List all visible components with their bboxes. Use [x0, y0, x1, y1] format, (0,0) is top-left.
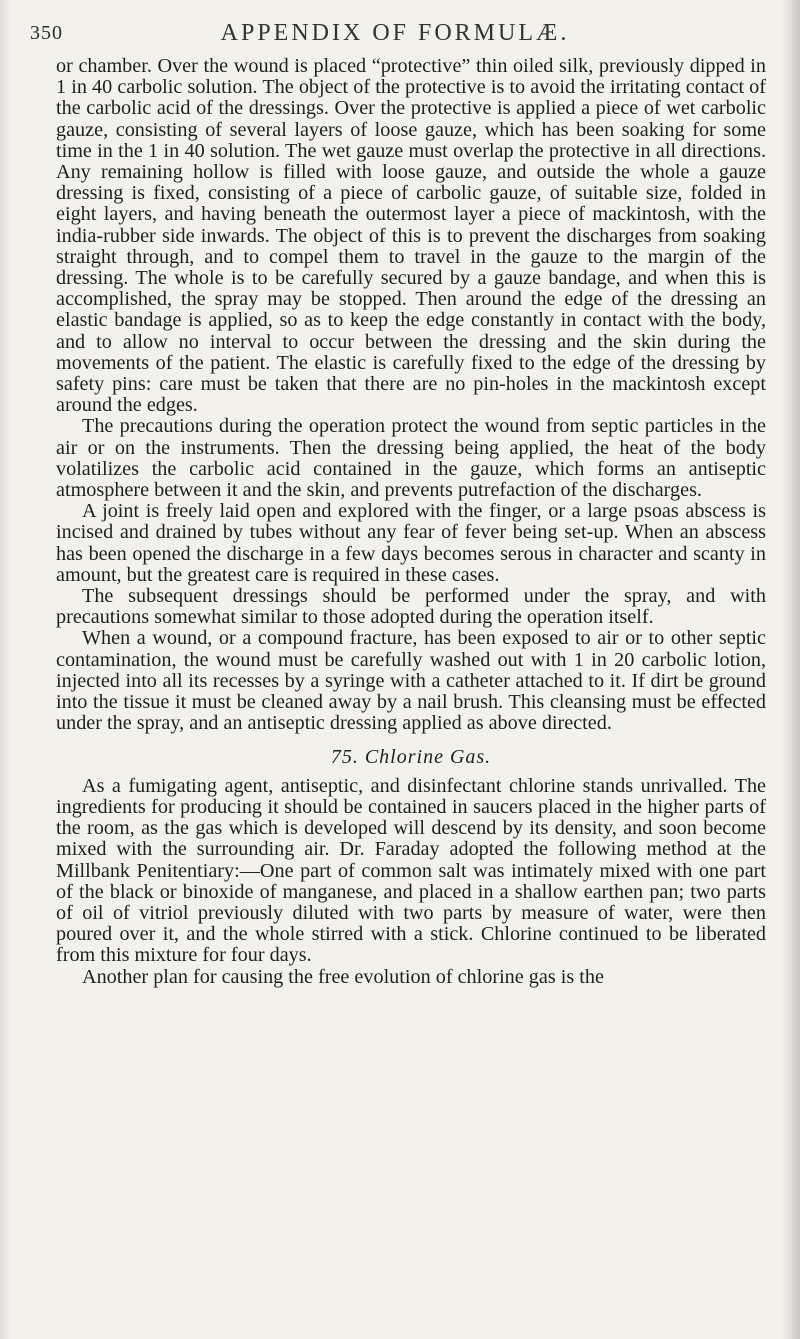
paragraph-dressing: or chamber. Over the wound is placed “protective” thin oiled silk, previously dipped in 1 in 40 carbolic solution. The object of the protective is to avoid the irritating contact of the carbolic acid of the dressings. Over the protective is applied a piece of wet carbolic gauze, consisting of several layers of loose gauze, which has been soaking for some time in the 1 in 40 solution. The wet gauze must overlap the protective in all directions. Any remaining hollow is filled with loose gauze, and outside the whole a gauze dressing is fixed, consisting of a piece of carbolic gauze, of suitable size, folded in eight layers, and having beneath the outermost layer a piece of mackintosh, with the india-rubber side inwards. The object of this is to prevent the discharges from soaking straight through, and to compel them to travel in the gauze to the margin of the dressing. The whole is to be carefully secured by a gauze bandage, and when this is accomplished, the spray may be stopped. Then around the edge of the dressing an elastic bandage is applied, so as to keep the edge constantly in contact with the body, and to allow no interval to occur between the dressing and the skin during the movements of the patient. The elastic is carefully fixed to the edge of the dressing by safety pins: care must be taken that there are no pin-holes in the mackintosh except around the edges. [56, 55, 766, 417]
page-header [30, 14, 760, 48]
page-number: 350 [30, 22, 63, 44]
paragraph-subsequent-dressings: The subsequent dressings should be performed under the spray, and with precautions somewhat similar to those adopted during the operation itself. [56, 585, 766, 629]
section-number: 75. [330, 745, 359, 768]
body-text [56, 56, 766, 988]
running-head: APPENDIX OF FORMULÆ. [220, 20, 570, 46]
page-edge-shadow [782, 0, 800, 1339]
paragraph-precautions: The precautions during the operation protect the wound from septic particles in the air or on the instruments. Then the dressing being applied, the heat of the body volatilizes the carbolic acid contained in the gauze, which forms an antiseptic atmosphere between it and the skin, and prevents putrefaction of the discharges. [56, 415, 766, 502]
paragraph-joint: A joint is freely laid open and explored with the finger, or a large psoas abscess is incised and drained by tubes without any fear of fever being set-up. When an abscess has been opened the discharge in a few days becomes serous in character and scanty in amount, but the greatest care is required in these cases. [56, 500, 766, 586]
section-heading [56, 747, 766, 768]
paragraph-another-plan: Another plan for causing the free evolution of chlorine gas is the [82, 965, 604, 988]
paragraph-chlorine: As a fumigating agent, antiseptic, and disinfectant chlorine stands unrivalled. The ingredients for producing it should be contained in saucers placed in the higher parts of the room, as the gas which is developed will descend by its density, and soon become mixed with the surrounding air. Dr. Faraday adopted the following method at the Millbank Penitentiary:—One part of common salt was intimately mixed with one part of the black or binoxide of manganese, and placed in a shallow earthen pan; two parts of oil of vitriol previously diluted with two parts by measure of water, were then poured over it, and the whole stirred with a stick. Chlorine continued to be liberated from this mixture for four days. [56, 774, 766, 967]
section-title: Chlorine Gas. [364, 745, 492, 768]
paragraph-compound-fracture: When a wound, or a compound fracture, has been exposed to air or to other septic contamination, the wound must be carefully washed out with 1 in 20 carbolic lotion, injected into all its recesses by a syringe with a catheter attached to it. If dirt be ground into the tissue it must be cleaned away by a nail brush. This cleansing must be effected under the spray, and an antiseptic dressing applied as above directed. [56, 627, 766, 735]
gutter-shadow [0, 0, 10, 1339]
